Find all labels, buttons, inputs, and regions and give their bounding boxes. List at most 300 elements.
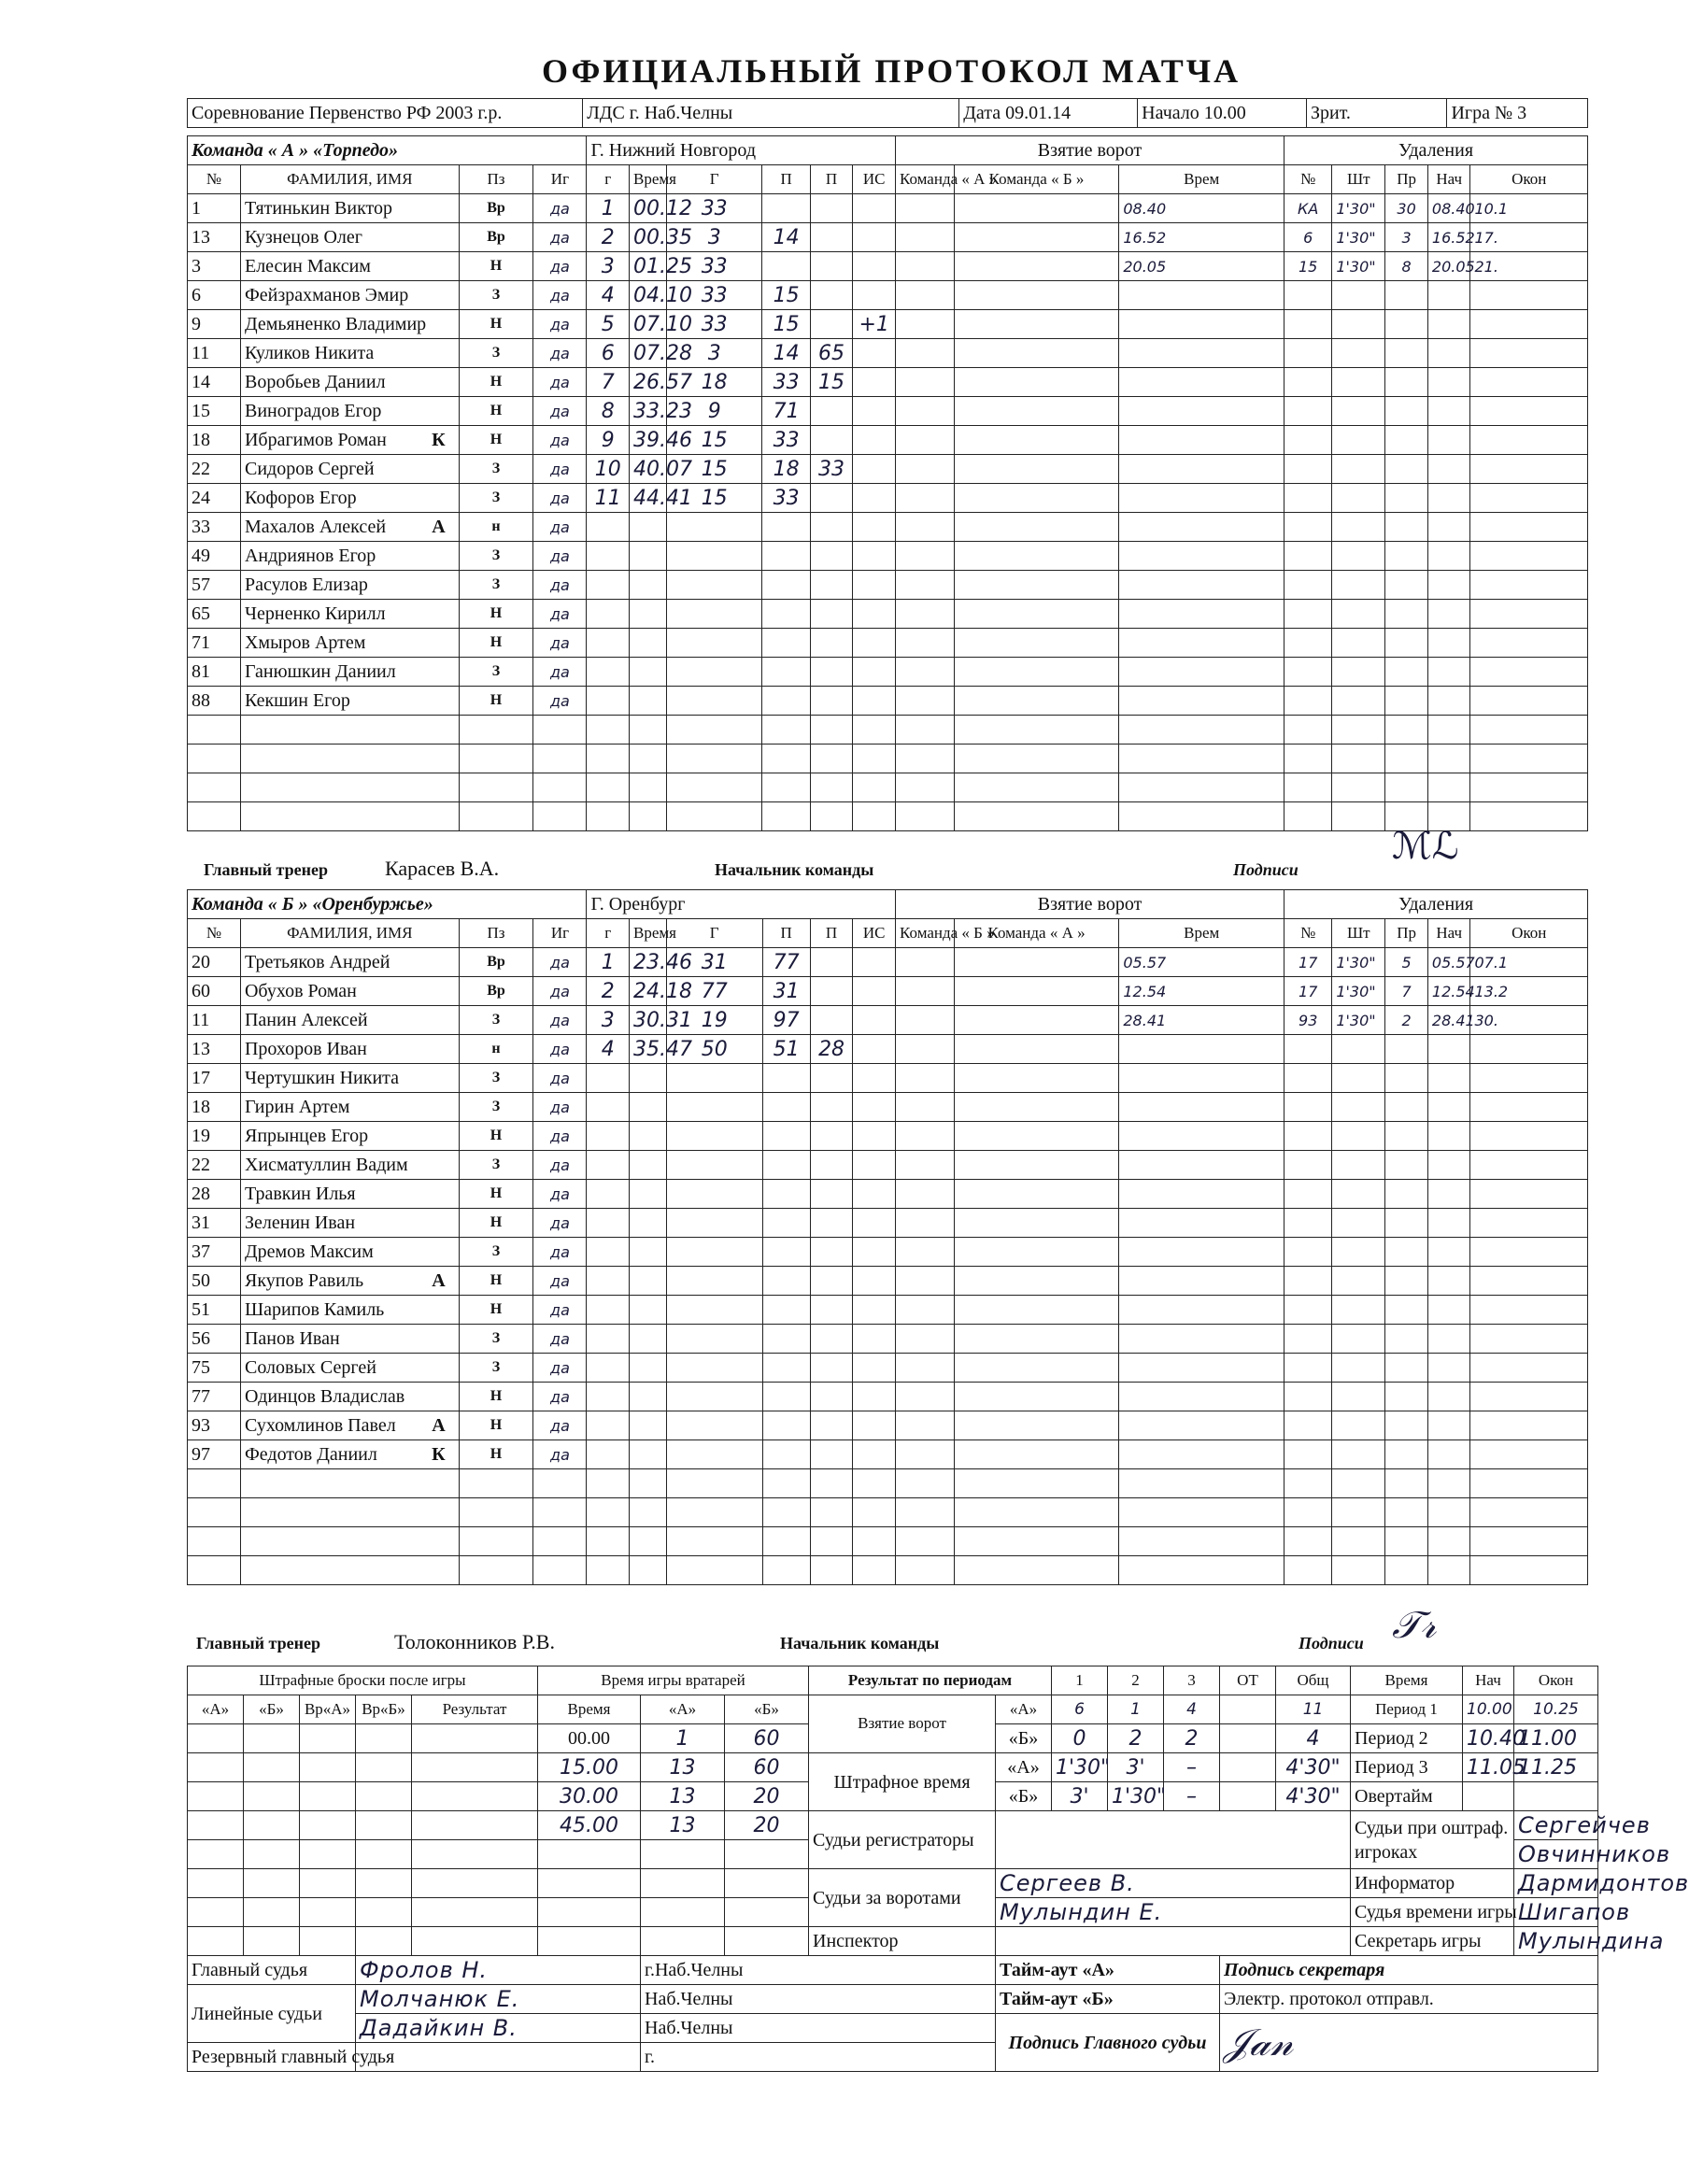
empty-cell xyxy=(1332,571,1385,600)
so-vra: Вр«А» xyxy=(300,1695,356,1724)
player-name-text: Ибрагимов Роман xyxy=(244,429,387,450)
empty-cell xyxy=(1385,1064,1428,1093)
empty-cell xyxy=(587,1296,630,1325)
penalty-reason: 8 xyxy=(1385,252,1428,281)
empty-cell xyxy=(762,1354,810,1383)
player-name xyxy=(240,339,459,368)
goal-assist-1: 31 xyxy=(762,977,810,1006)
goal-team-a-cell xyxy=(895,773,954,802)
col-g: г xyxy=(587,919,630,948)
goal-team-b-cell xyxy=(954,194,1119,223)
goal-team-a-cell xyxy=(895,339,954,368)
goal-number: 1 xyxy=(587,948,630,977)
empty-cell xyxy=(533,716,587,745)
empty-cell xyxy=(666,513,762,542)
player-name-text: Шарипов Камиль xyxy=(244,1298,385,1320)
empty-cell xyxy=(1332,1122,1385,1151)
player-name xyxy=(240,484,459,513)
player-position: Н xyxy=(459,600,533,629)
empty-cell xyxy=(1385,542,1428,571)
gk-row-a: 13 xyxy=(641,1753,725,1782)
empty-cell xyxy=(1284,1093,1332,1122)
empty-cell xyxy=(666,1556,762,1585)
goal-assist-2: 15 xyxy=(810,368,853,397)
empty-cell xyxy=(1332,426,1385,455)
player-name xyxy=(240,1267,459,1296)
empty-cell xyxy=(630,1209,667,1238)
goal-team-b-cell xyxy=(954,455,1119,484)
pim-a-label: «А» xyxy=(996,1753,1052,1782)
empty-cell xyxy=(853,745,896,773)
empty-cell xyxy=(762,1209,810,1238)
goal-scorer: 77 xyxy=(666,977,762,1006)
empty-cell xyxy=(762,658,810,687)
goal-team-a-cell xyxy=(895,658,954,687)
empty-cell xyxy=(1332,1267,1385,1296)
empty-cell xyxy=(762,571,810,600)
empty-cell xyxy=(666,1064,762,1093)
col-assist-2: П xyxy=(810,165,853,194)
empty-cell xyxy=(533,745,587,773)
goal-team-b-cell xyxy=(954,1354,1119,1383)
penalty-player: 15 xyxy=(1284,252,1332,281)
player-name xyxy=(240,1296,459,1325)
col-team-b: Команда « Б » xyxy=(954,165,1119,194)
col-is: ИС xyxy=(853,165,896,194)
goal-time: 23.46 xyxy=(630,948,667,977)
goal-team-b-cell xyxy=(954,1527,1119,1556)
coach-signature-b: 𝒯𝓇 xyxy=(1392,1604,1437,1647)
empty-cell xyxy=(762,1093,810,1122)
col-no: № xyxy=(188,919,241,948)
team-b-section xyxy=(187,889,1588,1585)
timekeeper-label: Судья времени игры xyxy=(1351,1898,1514,1927)
goal-team-b-cell xyxy=(954,687,1119,716)
player-name-text: Якупов Равиль xyxy=(244,1269,364,1291)
empty-cell xyxy=(1385,513,1428,542)
penalty-player: 93 xyxy=(1284,1006,1332,1035)
goal-time: 44.41 xyxy=(630,484,667,513)
empty-cell xyxy=(810,1296,853,1325)
empty-cell xyxy=(587,1180,630,1209)
player-name xyxy=(240,600,459,629)
player-number: 6 xyxy=(188,281,241,310)
empty-cell xyxy=(762,1498,810,1527)
empty-cell xyxy=(666,1498,762,1527)
empty-cell xyxy=(1284,745,1332,773)
gk-row-a: 1 xyxy=(641,1724,725,1753)
player-name xyxy=(240,194,459,223)
empty-cell xyxy=(666,1469,762,1498)
chief-signature-label: Подпись Главного судьи xyxy=(996,2014,1220,2072)
empty-cell xyxy=(1119,310,1284,339)
goal-assist-2: 65 xyxy=(810,339,853,368)
line-refs-label: Линейные судьи xyxy=(188,1985,356,2043)
empty-cell xyxy=(188,773,241,802)
penalty-duration: 1'30" xyxy=(1332,223,1385,252)
empty-cell xyxy=(666,1325,762,1354)
player-name xyxy=(240,1209,459,1238)
empty-cell xyxy=(762,1383,810,1411)
empty-cell xyxy=(1119,1035,1284,1064)
empty-cell xyxy=(1284,687,1332,716)
player-name xyxy=(240,1383,459,1411)
empty-cell xyxy=(1427,1035,1470,1064)
penalty-end: 10.1 xyxy=(1470,194,1588,223)
goal-team-b-cell xyxy=(954,948,1119,977)
goal-number: 11 xyxy=(587,484,630,513)
player-name-text: Панов Иван xyxy=(244,1327,340,1349)
empty-cell xyxy=(1427,1267,1470,1296)
goal-scorer: 33 xyxy=(666,194,762,223)
empty-cell xyxy=(1284,1411,1332,1440)
goal-time: 00.12 xyxy=(630,194,667,223)
shootout-title: Штрафные броски после игры xyxy=(188,1666,538,1695)
empty-cell xyxy=(853,600,896,629)
empty-cell xyxy=(1385,745,1428,773)
player-name xyxy=(240,658,459,687)
col-pen-start: Нач xyxy=(1427,919,1470,948)
player-name xyxy=(240,455,459,484)
col-pen-start: Нач xyxy=(1427,165,1470,194)
player-played: да xyxy=(533,948,587,977)
empty-cell xyxy=(240,1498,459,1527)
empty-cell xyxy=(853,1325,896,1354)
empty-cell xyxy=(1427,1151,1470,1180)
goal-team-b-cell xyxy=(954,368,1119,397)
goals-b-total: 4 xyxy=(1276,1724,1351,1753)
player-position: З xyxy=(459,1238,533,1267)
pim-a-total: 4'30" xyxy=(1276,1753,1351,1782)
player-played: да xyxy=(533,513,587,542)
goal-team-a-cell xyxy=(895,600,954,629)
goal-team-a-cell xyxy=(896,1440,955,1469)
empty-cell xyxy=(853,571,896,600)
empty-cell xyxy=(188,716,241,745)
empty-cell xyxy=(1427,339,1470,368)
empty-cell xyxy=(1470,542,1588,571)
empty-cell xyxy=(1284,1296,1332,1325)
empty-cell xyxy=(459,1556,533,1585)
period-end-label: Окон xyxy=(1514,1666,1598,1695)
player-name-text: Кекшин Егор xyxy=(244,689,350,711)
col-pen-no: № xyxy=(1284,919,1332,948)
empty-cell xyxy=(587,1209,630,1238)
empty-cell xyxy=(459,802,533,831)
empty-cell xyxy=(1284,1325,1332,1354)
player-name-text: Виноградов Егор xyxy=(244,400,382,421)
player-position: Н xyxy=(459,397,533,426)
empty-cell xyxy=(1385,1296,1428,1325)
empty-cell xyxy=(1119,1556,1284,1585)
empty-cell xyxy=(1427,1180,1470,1209)
gk-row-time: 30.00 xyxy=(538,1782,641,1811)
empty-cell xyxy=(1427,1556,1470,1585)
empty-cell xyxy=(853,1527,896,1556)
player-name xyxy=(240,948,459,977)
period-1-col: 1 xyxy=(1052,1666,1108,1695)
empty-cell xyxy=(1119,1411,1284,1440)
player-played: да xyxy=(533,1354,587,1383)
goal-number: 4 xyxy=(587,281,630,310)
empty-cell xyxy=(1470,1035,1588,1064)
empty-cell xyxy=(630,1383,667,1411)
player-position: З xyxy=(459,1151,533,1180)
col-played: Иг xyxy=(533,165,587,194)
player-name xyxy=(240,1354,459,1383)
player-name-text: Третьяков Андрей xyxy=(244,951,390,972)
player-position: Н xyxy=(459,368,533,397)
empty-cell xyxy=(587,1411,630,1440)
empty-cell xyxy=(1385,571,1428,600)
start-time: Начало 10.00 xyxy=(1138,99,1307,128)
informer: Дармидонтов xyxy=(1514,1869,1598,1898)
goal-is xyxy=(853,484,896,513)
player-number: 88 xyxy=(188,687,241,716)
goal-team-b-cell xyxy=(954,802,1119,831)
goal-team-b-cell xyxy=(954,571,1119,600)
empty-cell xyxy=(1470,1180,1588,1209)
empty-cell xyxy=(630,1469,667,1498)
goal-number: 10 xyxy=(587,455,630,484)
empty-cell xyxy=(1470,339,1588,368)
empty-cell xyxy=(810,1498,853,1527)
e-protocol-label: Электр. протокол отправл. xyxy=(1220,1985,1598,2014)
empty-cell xyxy=(188,1469,241,1498)
col-pen-end: Окон xyxy=(1470,165,1588,194)
player-number: 11 xyxy=(188,1006,241,1035)
player-position: Н xyxy=(459,1411,533,1440)
goal-team-a-cell xyxy=(896,1035,955,1064)
player-number: 22 xyxy=(188,455,241,484)
player-number: 14 xyxy=(188,368,241,397)
empty-cell xyxy=(1332,1556,1385,1585)
empty-cell xyxy=(1284,1180,1332,1209)
player-played: да xyxy=(533,1296,587,1325)
penalty-duration: 1'30" xyxy=(1332,977,1385,1006)
goal-team-b-cell xyxy=(954,716,1119,745)
empty-cell xyxy=(762,716,810,745)
empty-cell xyxy=(1427,310,1470,339)
player-name xyxy=(240,571,459,600)
empty-cell xyxy=(1385,339,1428,368)
empty-cell xyxy=(533,1498,587,1527)
player-name-text: Федотов Даниил xyxy=(244,1443,377,1465)
goal-assist-1: 15 xyxy=(762,310,810,339)
goal-assist-1: 51 xyxy=(762,1035,810,1064)
empty-cell xyxy=(1427,571,1470,600)
penalty-duration: 1'30" xyxy=(1332,1006,1385,1035)
goal-number: 2 xyxy=(587,223,630,252)
player-played: да xyxy=(533,1411,587,1440)
goal-scorer: 15 xyxy=(666,455,762,484)
player-name xyxy=(240,1006,459,1035)
goal-is xyxy=(853,339,896,368)
empty-cell xyxy=(1332,1440,1385,1469)
empty-cell xyxy=(587,1440,630,1469)
empty-cell xyxy=(853,1556,896,1585)
penalties-header: Удаления xyxy=(1284,136,1588,165)
penalty-reason: 30 xyxy=(1385,194,1428,223)
head-coach-label-b: Главный тренер xyxy=(196,1634,320,1652)
player-number: 3 xyxy=(188,252,241,281)
empty-cell xyxy=(188,745,241,773)
player-name-text: Сухомлинов Павел xyxy=(244,1414,396,1436)
empty-cell xyxy=(762,542,810,571)
empty-cell xyxy=(1385,455,1428,484)
empty-cell xyxy=(1385,310,1428,339)
empty-cell xyxy=(666,716,762,745)
player-number: 50 xyxy=(188,1267,241,1296)
empty-cell xyxy=(1119,281,1284,310)
goal-team-a-cell xyxy=(896,1180,955,1209)
player-position: З xyxy=(459,542,533,571)
goal-team-a-cell xyxy=(896,1469,955,1498)
pim-a-ot xyxy=(1220,1753,1276,1782)
player-position: Н xyxy=(459,426,533,455)
empty-cell xyxy=(1284,368,1332,397)
pim-a-p2: 3' xyxy=(1108,1753,1164,1782)
empty-cell xyxy=(1284,484,1332,513)
goal-number: 2 xyxy=(587,977,630,1006)
player-played: да xyxy=(533,1180,587,1209)
empty-cell xyxy=(1385,1035,1428,1064)
empty-cell xyxy=(533,802,587,831)
penalty-judges-label: Судьи при оштраф. игроках xyxy=(1351,1811,1514,1869)
player-name-text: Зеленин Иван xyxy=(244,1212,356,1233)
empty-cell xyxy=(240,716,459,745)
empty-cell xyxy=(1284,629,1332,658)
player-name-text: Андриянов Егор xyxy=(244,545,376,566)
empty-cell xyxy=(459,773,533,802)
player-name-text: Елесин Максим xyxy=(244,255,371,277)
empty-cell xyxy=(810,1151,853,1180)
empty-cell xyxy=(1332,1238,1385,1267)
empty-cell xyxy=(853,1122,896,1151)
empty-cell xyxy=(1470,484,1588,513)
player-name xyxy=(240,281,459,310)
empty-cell xyxy=(1385,1151,1428,1180)
team-b-footer xyxy=(187,1604,1588,1660)
empty-cell xyxy=(810,687,853,716)
empty-cell xyxy=(666,1151,762,1180)
period-3-end: 11.25 xyxy=(1514,1753,1598,1782)
player-position: Вр xyxy=(459,223,533,252)
empty-cell xyxy=(762,1325,810,1354)
empty-cell xyxy=(630,745,667,773)
empty-cell xyxy=(587,687,630,716)
goal-team-a-cell xyxy=(895,252,954,281)
player-position: Н xyxy=(459,310,533,339)
player-played: да xyxy=(533,1122,587,1151)
empty-cell xyxy=(853,658,896,687)
empty-cell xyxy=(240,773,459,802)
goal-team-b-cell xyxy=(954,1180,1119,1209)
empty-cell xyxy=(1427,426,1470,455)
empty-cell xyxy=(1470,310,1588,339)
empty-cell xyxy=(630,542,667,571)
goal-team-b-cell xyxy=(954,1411,1119,1440)
empty-cell xyxy=(1332,1411,1385,1440)
empty-cell xyxy=(762,1440,810,1469)
empty-cell xyxy=(1470,1556,1588,1585)
empty-cell xyxy=(666,687,762,716)
empty-cell xyxy=(1332,600,1385,629)
empty-cell xyxy=(1332,745,1385,773)
empty-cell xyxy=(666,802,762,831)
player-name-text: Хмыров Артем xyxy=(244,631,366,653)
empty-cell xyxy=(1119,571,1284,600)
venue: ЛДС г. Наб.Челны xyxy=(583,99,959,128)
empty-cell xyxy=(1119,1498,1284,1527)
player-played: да xyxy=(533,426,587,455)
player-name-text: Демьяненко Владимир xyxy=(244,313,427,334)
player-played: да xyxy=(533,1006,587,1035)
empty-cell xyxy=(630,1180,667,1209)
date: Дата 09.01.14 xyxy=(959,99,1138,128)
empty-cell xyxy=(1284,397,1332,426)
goal-assist-1: 14 xyxy=(762,223,810,252)
spectators: Зрит. xyxy=(1306,99,1447,128)
empty-cell xyxy=(240,1527,459,1556)
col-time: Время xyxy=(630,919,667,948)
empty-cell xyxy=(810,658,853,687)
player-position: Н xyxy=(459,629,533,658)
empty-cell xyxy=(1332,1354,1385,1383)
player-position: Вр xyxy=(459,948,533,977)
goal-team-b-cell xyxy=(954,281,1119,310)
goal-assist-1: 33 xyxy=(762,368,810,397)
col-assist-2: П xyxy=(810,919,853,948)
empty-cell xyxy=(1470,513,1588,542)
empty-cell xyxy=(1332,1093,1385,1122)
player-position: З xyxy=(459,1093,533,1122)
empty-cell xyxy=(1427,1093,1470,1122)
goal-time: 00.35 xyxy=(630,223,667,252)
signatures-label-a: Подписи xyxy=(1233,860,1299,879)
secretary-label: Секретарь игры xyxy=(1351,1927,1514,1956)
empty-cell xyxy=(1284,1209,1332,1238)
penalty-judge-2: Овчинников xyxy=(1514,1840,1598,1869)
empty-cell xyxy=(1284,310,1332,339)
empty-cell xyxy=(762,600,810,629)
empty-cell xyxy=(853,1093,896,1122)
empty-cell xyxy=(762,1151,810,1180)
period-3-col: 3 xyxy=(1164,1666,1220,1695)
empty-cell xyxy=(587,1064,630,1093)
player-played: да xyxy=(533,1064,587,1093)
col-pos: Пз xyxy=(459,165,533,194)
empty-cell xyxy=(1119,1354,1284,1383)
player-played: да xyxy=(533,339,587,368)
player-name xyxy=(240,368,459,397)
empty-cell xyxy=(853,1383,896,1411)
empty-cell xyxy=(853,773,896,802)
player-name xyxy=(240,252,459,281)
empty-cell xyxy=(810,1267,853,1296)
empty-cell xyxy=(1470,571,1588,600)
player-name-text: Махалов Алексей xyxy=(244,516,387,537)
empty-cell xyxy=(1470,1498,1588,1527)
player-position: З xyxy=(459,281,533,310)
player-played: да xyxy=(533,629,587,658)
empty-cell xyxy=(1332,1064,1385,1093)
player-position: Н xyxy=(459,1296,533,1325)
player-number: 18 xyxy=(188,1093,241,1122)
goal-team-a-cell xyxy=(896,1556,955,1585)
empty-cell xyxy=(459,716,533,745)
goal-team-a-cell xyxy=(896,948,955,977)
